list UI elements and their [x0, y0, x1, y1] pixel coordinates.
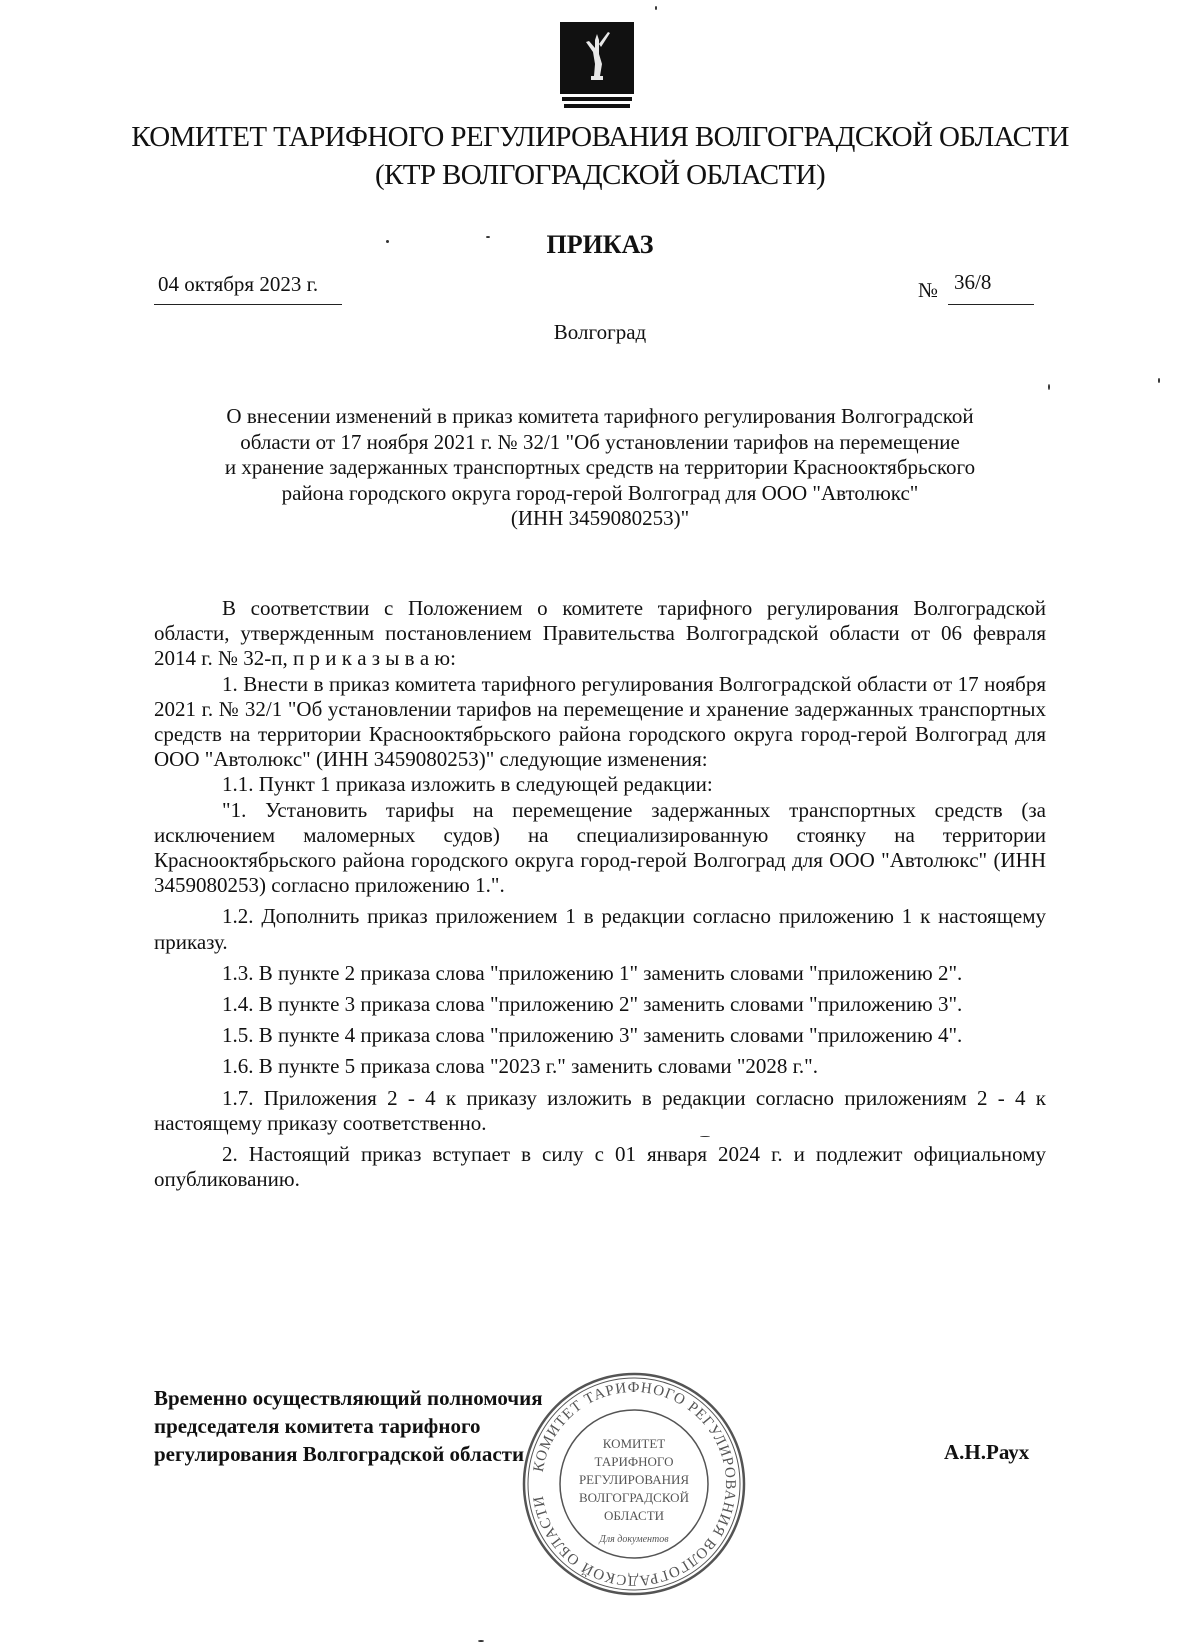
- scan-speck: [386, 240, 389, 243]
- signatory-title: [154, 1384, 543, 1468]
- stamp-inner-line: ТАРИФНОГО: [594, 1454, 674, 1469]
- subject-line: района городского округа город-герой Волгоград для ООО "Автолюкс": [281, 480, 919, 505]
- scan-speck: [1048, 384, 1050, 390]
- signatory-title-line: председателя комитета тарифного: [154, 1414, 481, 1438]
- body-paragraph: 1.1. Пункт 1 приказа изложить в следующей редакции:: [222, 772, 713, 797]
- scan-speck: [1158, 378, 1160, 383]
- organization-name: КОМИТЕТ ТАРИФНОГО РЕГУЛИРОВАНИЯ ВОЛГОГРАДСКОЙ ОБЛАСТИ: [131, 121, 1069, 153]
- stamp-outer-text: КОМИТЕТ ТАРИФНОГО РЕГУЛИРОВАНИЯ ВОЛГОГРАДСКОЙ ОБЛАСТИ: [530, 1379, 739, 1589]
- stamp-inner-line: ВОЛГОГРАДСКОЙ: [579, 1490, 689, 1505]
- body-paragraph: 1.7. Приложения 2 - 4 к приказу изложить в редакции согласно приложениям 2 - 4 к настоящему приказу соответственно.: [154, 1085, 1046, 1135]
- body-paragraph: 1.6. В пункте 5 приказа слова "2023 г." заменить словами "2028 г.".: [222, 1054, 818, 1079]
- subject-line: О внесении изменений в приказ комитета тарифного регулирования Волгоградской: [226, 404, 974, 428]
- body-paragraph: 1. Внести в приказ комитета тарифного регулирования Волгоградской области от 17 ноября 2021 г. № 32/1 "Об установлении тарифов на перемещение и хранение задержанных транспортных средств на территории Краснооктябрьского района городского округа город-герой Волгоград для ООО "Автолюкс" (ИНН 3459080253)" следующие изменения:: [154, 671, 1046, 772]
- stamp-inner-line: КОМИТЕТ: [602, 1436, 666, 1451]
- body-paragraph: 1.4. В пункте 3 приказа слова "приложению 2" заменить словами "приложению 3".: [222, 992, 963, 1017]
- signatory-title-line: Временно осуществляющий полномочия: [154, 1386, 543, 1410]
- organization-short-name: (КТР ВОЛГОГРАДСКОЙ ОБЛАСТИ): [374, 159, 826, 191]
- document-number: 36/8: [954, 270, 992, 294]
- body-paragraph: 1.5. В пункте 4 приказа слова "приложению 3" заменить словами "приложению 4".: [222, 1023, 963, 1048]
- stamp-note: Для документов: [599, 1534, 669, 1545]
- subject-line: и хранение задержанных транспортных средств на территории Краснооктябрьского: [224, 455, 976, 479]
- number-underline: [948, 304, 1034, 305]
- document-city: Волгоград: [553, 320, 647, 344]
- stamp-inner-line: ОБЛАСТИ: [603, 1508, 665, 1523]
- body-paragraph: В соответствии с Положением о комитете тарифного регулирования Волгоградской области, утвержденным постановлением Правительства Волгоградской области от 06 февраля 2014 г. № 32-п, п р и к а з ы в а ю:: [154, 596, 1046, 671]
- scan-speck: [700, 1136, 710, 1137]
- number-label: №: [918, 278, 939, 302]
- subject-line: (ИНН 3459080253)": [510, 506, 690, 530]
- scan-speck: [655, 6, 657, 10]
- body-paragraph: 1.3. В пункте 2 приказа слова "приложению 1" заменить словами "приложению 2".: [222, 960, 963, 985]
- date-underline: [154, 304, 342, 305]
- signatory-name: А.Н.Раух: [944, 1440, 1030, 1464]
- scan-speck: [478, 1640, 484, 1642]
- document-subject: [160, 404, 1040, 532]
- volgograd-coat-of-arms-icon: [558, 20, 636, 112]
- official-stamp: [520, 1370, 748, 1598]
- document-date: 04 октября 2023 г.: [158, 272, 319, 296]
- body-paragraph: 2. Настоящий приказ вступает в силу с 01 января 2024 г. и подлежит официальному опубликованию.: [154, 1142, 1046, 1192]
- document-body: [154, 596, 1046, 1192]
- signatory-title-line: регулирования Волгоградской области: [154, 1442, 525, 1466]
- subject-line: области от 17 ноября 2021 г. № 32/1 "Об установлении тарифов на перемещение: [240, 429, 960, 454]
- body-paragraph: 1.2. Дополнить приказ приложением 1 в редакции согласно приложению 1 к настоящему приказу.: [154, 904, 1046, 954]
- body-paragraph: "1. Установить тарифы на перемещение задержанных транспортных средств (за исключением маломерных судов) на специализированную стоянку на территории Краснооктябрьского района городского округа город-герой Волгоград для ООО "Автолюкс" (ИНН 3459080253) согласно приложению 1.".: [154, 797, 1046, 898]
- scan-speck: [486, 236, 490, 238]
- stamp-inner-line: РЕГУЛИРОВАНИЯ: [578, 1472, 690, 1487]
- document-type-title: ПРИКАЗ: [546, 230, 654, 259]
